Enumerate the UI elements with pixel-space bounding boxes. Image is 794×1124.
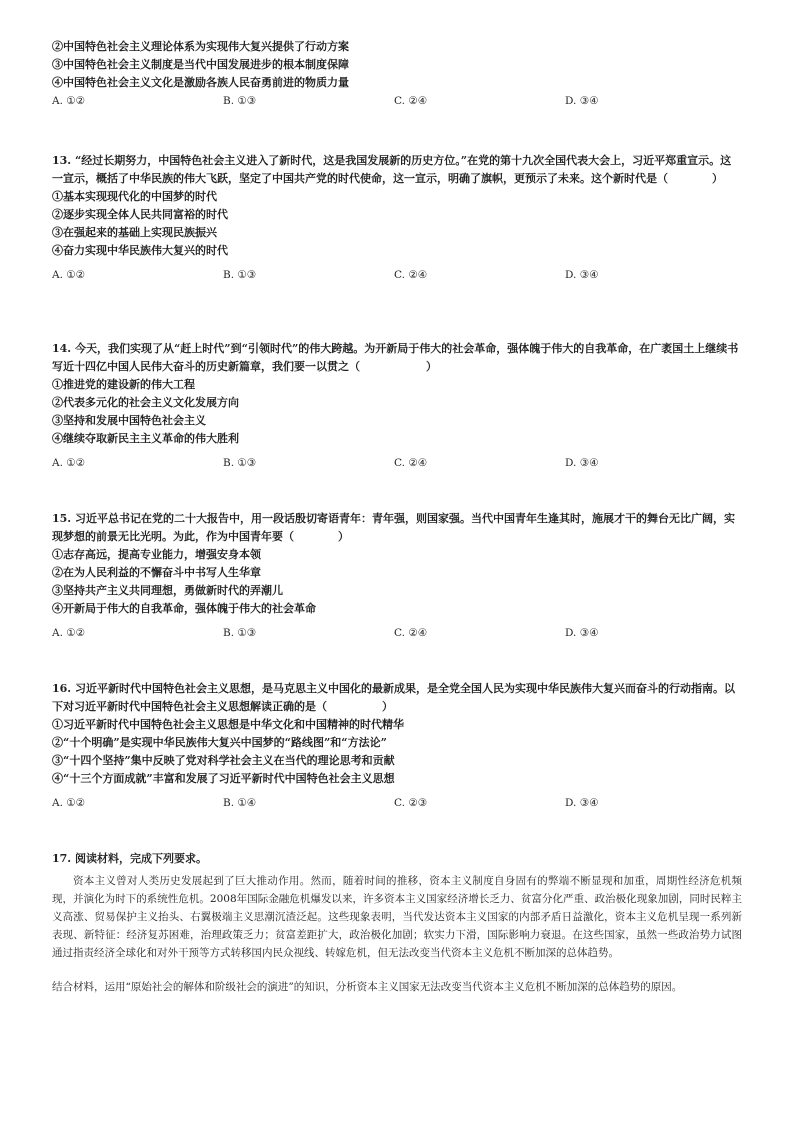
option-line: ④中国特色社会主义文化是激励各族人民奋勇前进的物质力量	[52, 76, 349, 89]
option-line: ②中国特色社会主义理论体系为实现伟大复兴提供了行动方案	[52, 40, 349, 53]
option-line: ②在为人民利益的不懈奋斗中书写人生华章	[52, 566, 261, 579]
question-12	[52, 38, 742, 110]
answer-b[interactable]: B. ①③	[223, 457, 257, 469]
option-line: ③“十四个坚持”集中反映了党对科学社会主义在当代的理论思考和贡献	[52, 754, 395, 767]
option-line: ④开新局于伟大的自我革命，强体魄于伟大的社会革命	[52, 602, 316, 615]
answer-choices	[52, 92, 742, 110]
answer-a[interactable]: A. ①②	[52, 797, 86, 809]
answer-d[interactable]: D. ③④	[565, 797, 599, 809]
option-line: ①基本实现现代化的中国梦的时代	[52, 190, 217, 203]
answer-c[interactable]: C. ②③	[394, 797, 428, 809]
question-stem: 14. 今天，我们实现了从“赶上时代”到“引领时代”的伟大跨越。为开新局于伟大的社会革命，强体魄于伟大的自我革命，在广袤国土上继续书写近十四亿中国人民伟大奋斗的历史新篇章，我们要一以贯之（ ）	[52, 342, 739, 373]
question-stem: 13. “经过长期努力，中国特色社会主义进入了新时代，这是我国发展新的历史方位。”在党的第十九次全国代表大会上，习近平郑重宣示。这一宣示，概括了中华民族的伟大飞跃，坚定了中国共产党的时代使命，这一宣示，明确了旗帜，更预示了未来。这个新时代是（ ）	[52, 154, 732, 185]
answer-choices	[52, 794, 742, 812]
question-stem: 15. 习近平总书记在党的二十大报告中，用一段话殷切寄语青年：青年强，则国家强。当代中国青年生逢其时，施展才干的舞台无比广阔，实现梦想的前景无比光明。为此，作为中国青年要（ ）	[52, 512, 735, 543]
answer-a[interactable]: A. ①②	[52, 627, 86, 639]
question-stem: 17. 阅读材料，完成下列要求。	[52, 852, 207, 865]
answer-b[interactable]: B. ①③	[223, 95, 257, 107]
option-line: ①习近平新时代中国特色社会主义思想是中华文化和中国精神的时代精华	[52, 718, 404, 731]
answer-d[interactable]: D. ③④	[565, 457, 599, 469]
question-17	[52, 850, 742, 996]
answer-a[interactable]: A. ①②	[52, 269, 86, 281]
question-14	[52, 340, 742, 472]
option-line: ②代表多元化的社会主义文化发展方向	[52, 396, 239, 409]
option-line: ③在强起来的基础上实现民族振兴	[52, 226, 217, 239]
question-stem: 16. 习近平新时代中国特色社会主义思想，是马克思主义中国化的最新成果，是全党全国人民为实现中华民族伟大复兴而奋斗的行动指南。以下对习近平新时代中国特色社会主义思想解读正确的是（ ）	[52, 682, 735, 713]
answer-c[interactable]: C. ②④	[394, 457, 428, 469]
answer-c[interactable]: C. ②④	[394, 95, 428, 107]
option-line: ④奋力实现中华民族伟大复兴的时代	[52, 244, 228, 257]
question-16	[52, 680, 742, 812]
question-13	[52, 152, 742, 284]
option-line: ②逐步实现全体人民共同富裕的时代	[52, 208, 228, 221]
option-line: ①推进党的建设新的伟大工程	[52, 378, 195, 391]
option-line: ③坚持和发展中国特色社会主义	[52, 414, 206, 427]
option-line: ④“十三个方面成就”丰富和发展了习近平新时代中国特色社会主义思想	[52, 772, 395, 785]
answer-choices	[52, 266, 742, 284]
answer-b[interactable]: B. ①③	[223, 627, 257, 639]
option-line: ①志存高远，提高专业能力，增强安身本领	[52, 548, 261, 561]
answer-c[interactable]: C. ②④	[394, 269, 428, 281]
option-line: ④继续夺取新民主主义革命的伟大胜利	[52, 432, 239, 445]
answer-a[interactable]: A. ①②	[52, 95, 86, 107]
answer-b[interactable]: B. ①③	[223, 269, 257, 281]
answer-c[interactable]: C. ②④	[394, 627, 428, 639]
task-prompt: 结合材料，运用“原始社会的解体和阶级社会的演进”的知识，分析资本主义国家无法改变当代资本主义危机不断加深的总体趋势的原因。	[52, 981, 683, 993]
question-15	[52, 510, 742, 642]
reading-material: 资本主义曾对人类历史发展起到了巨大推动作用。然而，随着时间的推移，资本主义制度自身固有的弊端不断显现和加重，周期性经济危机频现，并演化为时下的系统性危机。2008年国际金融危机爆发以来，许多资本主义国家经济增长乏力、贫富分化严重、政治极化现象加剧，同时民粹主义高涨、贸易保护主义抬头、右翼极端主义思潮沉渣泛起。这些现象表明，当代发达资本主义国家的内部矛盾日益激化，资本主义危机呈现一系列新表现、新特征：经济复苏困难，治理政策乏力；贫富差距扩大，政治极化加剧；软实力下滑，国际影响力衰退。在这些国家，虽然一些政治势力试图通过指责经济全球化和对外干预等方式转移国内民众视线、转嫁危机，但无法改变当代资本主义危机不断加深的总体趋势。	[52, 875, 742, 959]
option-line: ③坚持共产主义共同理想，勇做新时代的弄潮儿	[52, 584, 283, 597]
answer-a[interactable]: A. ①②	[52, 457, 86, 469]
option-line: ③中国特色社会主义制度是当代中国发展进步的根本制度保障	[52, 58, 349, 71]
answer-d[interactable]: D. ③④	[565, 627, 599, 639]
answer-choices	[52, 624, 742, 642]
answer-d[interactable]: D. ③④	[565, 269, 599, 281]
answer-b[interactable]: B. ①④	[223, 797, 257, 809]
option-line: ②“十个明确”是实现中华民族伟大复兴中国梦的“路线图”和“方法论”	[52, 736, 387, 749]
answer-d[interactable]: D. ③④	[565, 95, 599, 107]
answer-choices	[52, 454, 742, 472]
